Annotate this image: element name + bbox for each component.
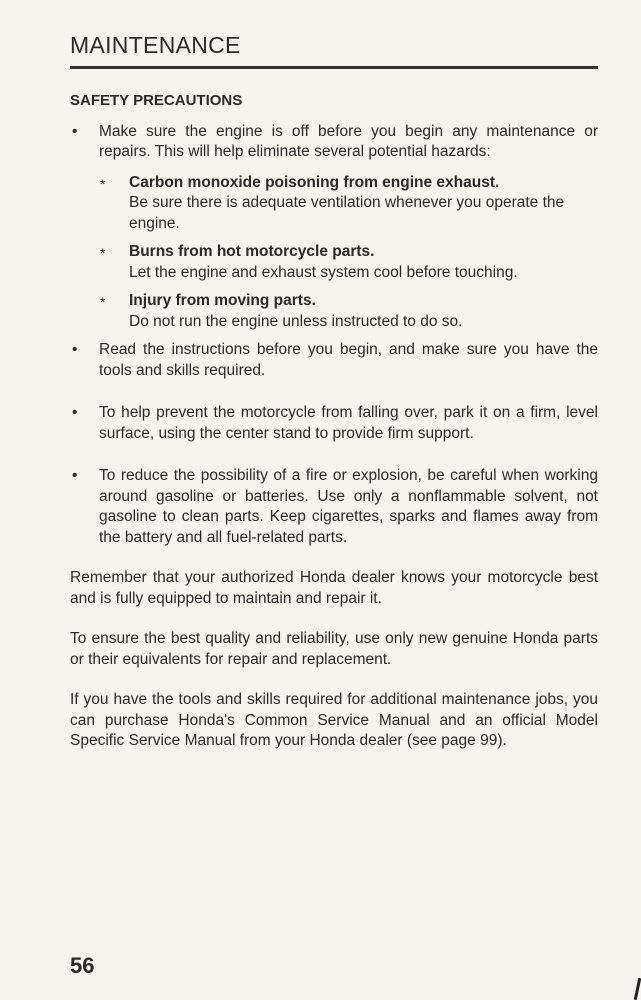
hazard-text: Let the engine and exhaust system cool before touching. [129,263,518,281]
bullet-text: Make sure the engine is off before you begin any maintenance or repairs. This will help eliminate several potential hazards: [99,122,598,160]
section-heading: SAFETY PRECAUTIONS [70,92,243,109]
page-content [70,91,598,752]
paragraph: Remember that your authorized Honda dealer knows your motorcycle best and is fully equipped to maintain and repair it. [70,569,598,607]
hazard-asterisk: * [100,245,106,261]
hazard-title: Burns from hot motorcycle parts. [129,243,375,260]
paragraph: If you have the tools and skills required for additional maintenance jobs, you can purchase Honda's Common Service Manual and an official Model Specific Service Manual from your Honda dealer (see page 99). [70,691,598,749]
page-title: MAINTENANCE [70,32,241,58]
hazard-asterisk: * [100,294,106,310]
paragraph: To ensure the best quality and reliability, use only new genuine Honda parts or their equivalents for repair and replacement. [70,630,598,668]
bullet-text: To reduce the possibility of a fire or explosion, be careful when working around gasoline or batteries. Use only a nonflammable solvent, not gasoline to clean parts. Keep cigarettes, sparks and flames away from the battery and all fuel-related parts. [99,467,598,546]
page-number: 56 [70,953,95,978]
bullet-dot: • [72,467,78,484]
bullet-dot: • [72,122,78,140]
bullet-item [70,340,598,381]
title-rule [70,66,598,69]
bullet-item [70,466,598,548]
bullet-dot: • [72,341,78,358]
bullet-item [70,403,598,444]
bullet-text: To help prevent the motorcycle from falling over, park it on a firm, level surface, using the center stand to provide firm support. [99,404,598,442]
bullet-text: Read the instructions before you begin, and make sure you have the tools and skills required. [99,341,598,379]
hazard-title: Injury from moving parts. [129,292,316,309]
bullet-dot: • [72,404,78,421]
edge-mark [634,978,641,1000]
hazard-item [70,242,598,283]
hazard-text: Do not run the engine unless instructed to do so. [129,312,463,330]
hazard-text: Be sure there is adequate ventilation whenever you operate the engine. [129,194,565,232]
hazard-item [70,291,598,332]
hazard-item [70,173,598,235]
bullet-item [70,122,598,163]
hazard-asterisk: * [100,175,106,192]
hazard-title: Carbon monoxide poisoning from engine exhaust. [129,173,500,191]
